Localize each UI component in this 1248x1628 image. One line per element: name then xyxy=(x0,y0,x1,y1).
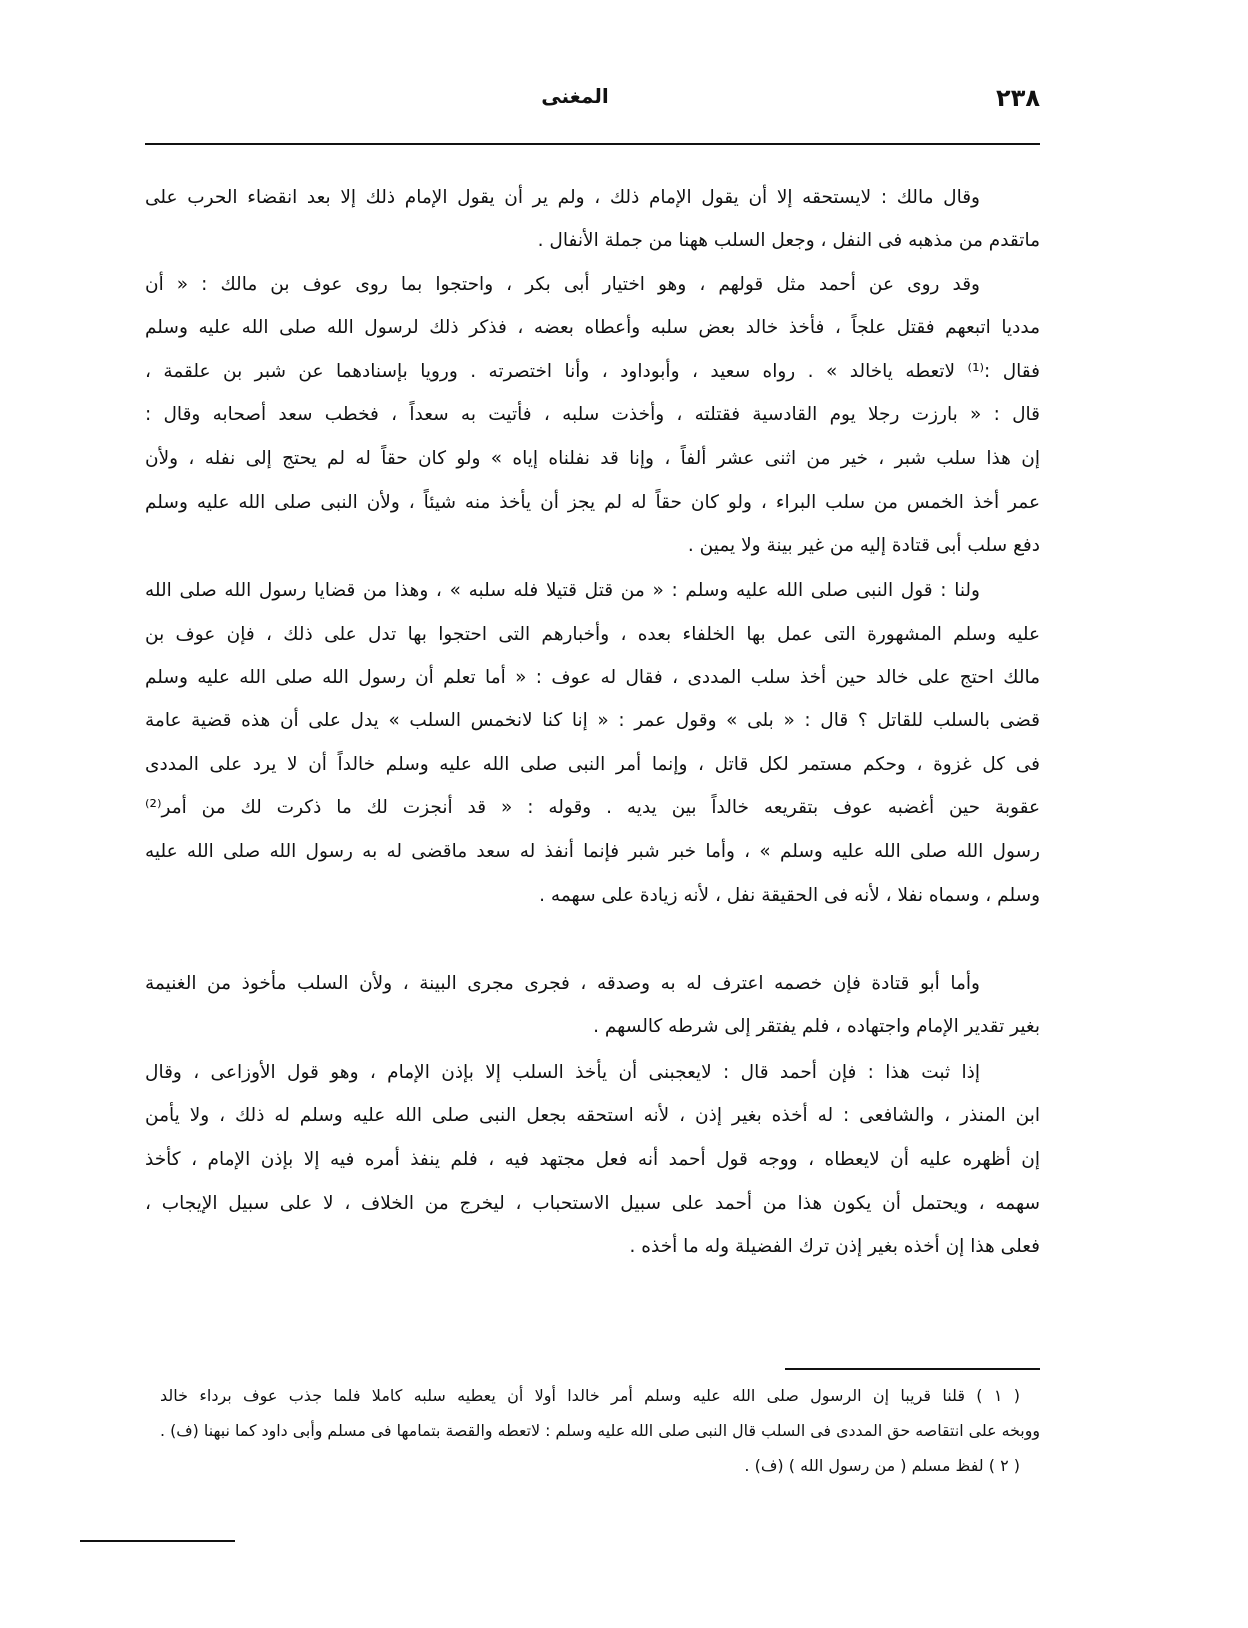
text-line: بغير تقدير الإمام واجتهاده ، فلم يفتقر إلى شرطه كالسهم . xyxy=(593,1016,1040,1037)
text-line: عمر أخذ الخمس من سلب البراء ، ولو كان حقاً له لم يجز أن يأخذ منه شيئاً ، ولأن النبى صلى الله عليه وسلم xyxy=(145,492,1040,513)
text-line: إن أظهره عليه أن لايعطاه ، ووجه قول أحمد أنه فعل مجتهد فيه ، فلم ينفذ أمره فيه إلا بإذن الإمام ، كأخذ xyxy=(145,1149,1040,1170)
text-line: مدديا اتبعهم فقتل علجاً ، فأخذ خالد بعض سلبه وأعطاه بعضه ، فذكر ذلك لرسول الله صلى الله عليه وسلم xyxy=(145,317,1040,338)
text-line: ابن المنذر ، والشافعى : له أخذه بغير إذن ، لأنه استحقه بجعل النبى صلى الله عليه وسلم له ذلك ، ولا يأمن xyxy=(145,1105,1040,1126)
text-line: رسول الله صلى الله عليه وسلم » ، وأما خبر شبر فإنما أنفذ له سعد ماقضى له به رسول الله صلى الله عليه xyxy=(145,841,1040,862)
footnote-rule xyxy=(785,1368,1040,1370)
text-line: إذا ثبت هذا : فإن أحمد قال : لايعجبنى أن يأخذ السلب إلا بإذن الإمام ، وهو قول الأوزاعى ، وقال xyxy=(145,1062,980,1083)
footnote-line: ( ٢ ) لفظ مسلم ( من رسول الله ) (ف) . xyxy=(744,1456,1020,1475)
bottom-rule xyxy=(80,1540,235,1542)
text-line: ولنا : قول النبى صلى الله عليه وسلم : « من قتل قتيلا فله سلبه » ، وهذا من قضايا رسول الله صلى الله xyxy=(145,580,980,601)
text-line: سهمه ، ويحتمل أن يكون هذا من أحمد على سبيل الاستحباب ، ليخرج من الخلاف ، لا على سبيل الإيجاب ، xyxy=(145,1193,1040,1214)
footnote-line: ( ١ ) قلنا قريبا إن الرسول صلى الله عليه وسلم أمر خالدا أولا أن يعطيه سلبه كاملا فلما جذب عوف برداء خالد xyxy=(160,1386,1021,1405)
text-line: إن هذا سلب شبر ، خير من اثنى عشر ألفاً ، وإنا قد نفلناه إياه » ولو كان حقاً له لم يحتج إلى نفله ، ولأن xyxy=(145,448,1040,469)
text-line: قال : « بارزت رجلا يوم القادسية فقتلته ، وأخذت سلبه ، فأتيت به سعداً ، فخطب سعد أصحابه وقال : xyxy=(145,404,1040,425)
text-line: وأما أبو قتادة فإن خصمه اعترف له به وصدقه ، فجرى مجرى البينة ، ولأن السلب مأخوذ من الغنيمة xyxy=(145,973,980,994)
text-line: فعلى هذا إن أخذه بغير إذن ترك الفضيلة وله ما أخذه . xyxy=(629,1236,1040,1257)
page-number: ٢٣٨ xyxy=(996,84,1040,112)
text-line: فقال :⁽¹⁾ لاتعطه ياخالد » . رواه سعيد ، وأبوداود ، وأنا اختصرته . ورويا بإسنادهما عن شبر بن علقمة ، xyxy=(145,361,1040,382)
footnote-line: ووبخه على انتقاصه حق المددى فى السلب قال النبى صلى الله عليه وسلم : لاتعطه والقصة بتمامها فى مسلم وأبى داود كما نبهنا (ف) . xyxy=(160,1421,1040,1440)
text-line: دفع سلب أبى قتادة إليه من غير بينة ولا يمين . xyxy=(687,535,1040,556)
text-line: قضى بالسلب للقاتل ؟ قال : « بلى » وقول عمر : « إنا كنا لانخمس السلب » يدل على أن هذه قضية عامة xyxy=(145,710,1040,731)
text-line: مالك احتج على خالد حين أخذ سلب المددى ، فقال له عوف : « أما تعلم أن رسول الله صلى الله عليه وسلم xyxy=(145,667,1040,688)
text-line: وقد روى عن أحمد مثل قولهم ، وهو اختيار أبى بكر ، واحتجوا بما روى عوف بن مالك : « أن xyxy=(145,274,980,295)
text-line: وقال مالك : لايستحقه إلا أن يقول الإمام ذلك ، ولم ير أن يقول الإمام ذلك إلا بعد انقضاء الحرب على xyxy=(145,187,980,208)
header-rule xyxy=(145,143,1040,145)
text-line: وسلم ، وسماه نفلا ، لأنه فى الحقيقة نفل ، لأنه زيادة على سهمه . xyxy=(539,885,1040,906)
text-line: ماتقدم من مذهبه فى النفل ، وجعل السلب ههنا من جملة الأنفال . xyxy=(537,230,1040,251)
text-line: عليه وسلم المشهورة التى عمل بها الخلفاء بعده ، وأخبارهم التى احتجوا بها تدل على ذلك ، فإن عوف بن xyxy=(145,624,1040,645)
text-line: عقوبة حين أغضبه عوف بتقريعه خالداً بين يديه . وقوله : « قد أنجزت لك ما ذكرت لك من أمر⁽²⁾ xyxy=(145,797,1040,818)
running-title: المغنى xyxy=(541,84,609,108)
text-line: فى كل غزوة ، وحكم مستمر لكل قاتل ، وإنما أمر النبى صلى الله عليه وسلم خالداً أن لا يرد على المددى xyxy=(145,754,1040,775)
